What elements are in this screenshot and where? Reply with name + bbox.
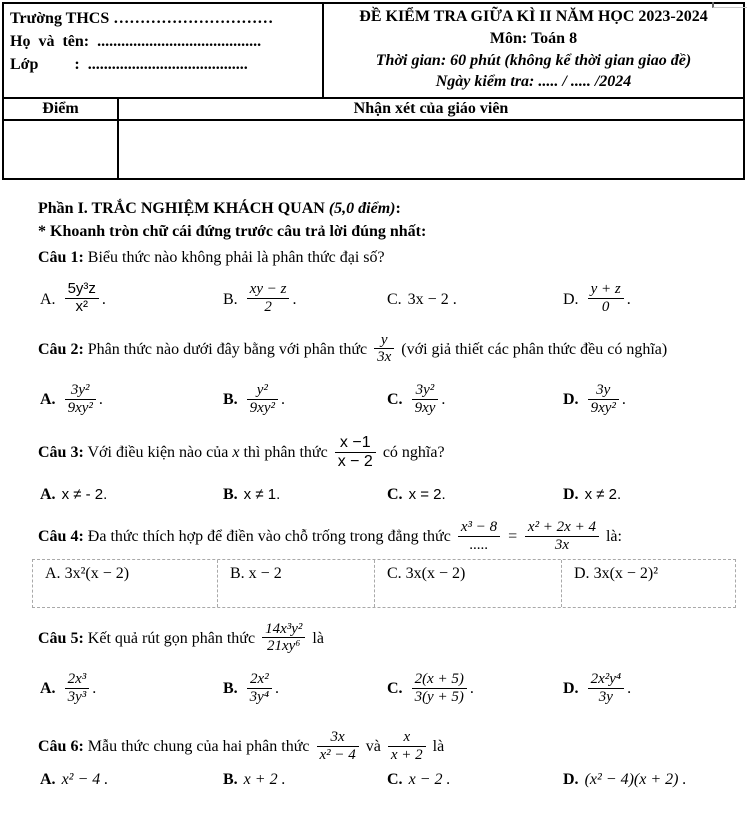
question-2-label: Câu 2:: [38, 340, 84, 358]
question-5: [38, 622, 739, 657]
exam-subject: Môn: Toán 8: [489, 29, 578, 47]
option-b: B. $\frac{xy - z}{2}$ .: [223, 281, 297, 316]
fraction-left: $\frac{3x}{\text{x² − 4}}$: [317, 729, 359, 764]
question-3-text-mid: thì phân thức: [243, 444, 328, 462]
question-5-label: Câu 5:: [38, 629, 84, 647]
option-a: A. $\frac{\text{3y²}}{\text{9xy²}}$ .: [40, 381, 103, 416]
fraction: $\frac{xy - z}{2}$: [247, 281, 290, 316]
question-2-options: [38, 377, 739, 423]
question-2-text-after: (với giả thiết các phân thức đều có nghĩa): [401, 340, 668, 358]
question-6-text-mid: và: [365, 738, 381, 756]
question-6: [38, 730, 739, 765]
part-label: Phần I. TRẮC NGHIỆM KHÁCH QUAN: [38, 200, 329, 218]
option-d: D. $\frac{y + z}{0}$ .: [563, 281, 631, 316]
question-3-text-after: có nghĩa?: [382, 444, 445, 462]
fraction: $\frac{\text{5y³z}}{\text{x²}}$: [65, 281, 99, 316]
option-d: D. 3x(x − 2)²: [574, 564, 659, 582]
option-c: C. x = 2.: [387, 485, 446, 504]
option-c: C. $\frac{2(x + 5)}{3(y + 5)}$ .: [387, 670, 474, 705]
option-a: A. x² − 4 .: [40, 770, 109, 788]
option-c: C. 3x − 2 .: [387, 290, 457, 308]
teacher-comment-label: Nhận xét của giáo viên: [353, 100, 509, 118]
page-corner-artifact: [712, 2, 747, 8]
exam-title-cell: [324, 4, 743, 97]
question-1-label: Câu 1:: [38, 249, 84, 267]
fraction: $\frac{2(x + 5)}{3(y + 5)}$: [412, 671, 467, 706]
fraction-left: $\frac{\text{x³ − 8}}{.....}$: [458, 519, 500, 554]
question-6-text-before: Mẫu thức chung của hai phân thức: [87, 738, 310, 756]
question-1: [38, 247, 739, 269]
info-table: [2, 2, 745, 99]
option-d: D. $\frac{3y}{\text{9xy²}}$ .: [563, 381, 626, 416]
equals-sign: =: [507, 527, 518, 545]
option-b: B. x + 2 .: [223, 770, 286, 788]
question-1-options: [38, 277, 739, 323]
instruction: * Khoanh tròn chữ cái đứng trước câu trả lời đúng nhất:: [38, 223, 427, 241]
exam-header: [2, 2, 745, 180]
question-2: [38, 333, 739, 368]
option-a: A. $\frac{\text{5y³z}}{\text{x²}}$ .: [40, 280, 106, 316]
option-a: A. x ≠ - 2.: [40, 485, 108, 504]
question-3: [38, 435, 739, 472]
score-empty-cell: [4, 121, 119, 178]
option-a: A. $\frac{\text{2x³}}{\text{3y³}}$ .: [40, 670, 97, 705]
question-4-text-after: là:: [605, 527, 622, 545]
exam-body: [38, 200, 739, 789]
fraction: $\frac{\text{2x²y⁴}}{3y}$: [588, 671, 625, 706]
fraction: $\frac{\text{y²}}{\text{9xy²}}$: [247, 382, 278, 417]
score-label: Điểm: [4, 99, 119, 119]
option-a: A. 3x²(x − 2): [33, 560, 218, 607]
option-c: C. 3x(x − 2): [375, 560, 562, 607]
fraction: $\frac{3y}{\text{9xy²}}$: [588, 382, 619, 417]
question-2-text-before: Phân thức nào dưới đây bằng với phân thức: [87, 340, 368, 358]
option-b: B. x − 2: [218, 560, 375, 607]
fraction: $\frac{\text{2x²}}{\text{3y⁴}}$: [247, 671, 272, 706]
part-title: Phần I. TRẮC NGHIỆM KHÁCH QUAN (5,0 điểm):: [38, 200, 401, 218]
fraction: $\frac{x -1}{x - 2}$: [335, 434, 376, 471]
option-d: D. $\frac{\text{2x²y⁴}}{3y}$ .: [563, 670, 632, 705]
option-b: B. $\frac{\text{y²}}{\text{9xy²}}$ .: [223, 381, 285, 416]
question-3-text-before: Với điều kiện nào của: [87, 444, 229, 462]
option-b: B. x ≠ 1.: [223, 485, 281, 504]
question-3-variable: x: [232, 444, 240, 462]
school-line: Trường THCS …………………………: [10, 10, 274, 27]
question-6-options: [38, 771, 739, 789]
class-line: Lớp : ........................................: [10, 56, 248, 74]
question-4-text-before: Đa thức thích hợp để điền vào chỗ trống trong đẳng thức: [87, 527, 451, 545]
option-c: C. $\frac{\text{3y²}}{9xy}$ .: [387, 381, 446, 416]
student-name-line: Họ và tên: .........................................: [10, 33, 262, 51]
question-5-text-after: là: [312, 629, 324, 647]
fraction: $\frac{\text{3y²}}{9xy}$: [412, 382, 439, 417]
fraction-right: $\frac{x}{x + 2}$: [388, 729, 426, 764]
fraction-right: $\frac{\text{x² + 2x + 4}}{3x}$: [525, 519, 599, 554]
question-4-options-table: [32, 559, 736, 608]
fraction: $\frac{y + z}{0}$: [588, 281, 624, 316]
score-table-header: [4, 99, 743, 121]
exam-duration: Thời gian: 60 phút (không kể thời gian giao đề): [375, 51, 692, 69]
question-3-options: [38, 486, 739, 504]
option-d: D. (x² − 4)(x + 2) .: [563, 770, 687, 788]
student-info-cell: [4, 4, 324, 97]
fraction: $\frac{\text{3y²}}{\text{9xy²}}$: [65, 382, 96, 417]
question-5-options: [38, 664, 739, 714]
option-b: B. $\frac{\text{2x²}}{\text{3y⁴}}$ .: [223, 670, 280, 705]
score-table: [2, 99, 745, 180]
question-5-text-before: Kết quả rút gọn phân thức: [87, 629, 256, 647]
question-1-text: Biểu thức nào không phải là phân thức đại số?: [87, 249, 385, 267]
question-6-label: Câu 6:: [38, 738, 84, 756]
part-points: (5,0 điểm): [328, 200, 396, 218]
question-4: [38, 520, 739, 555]
fraction: $\frac{\text{14x³y²}}{\text{21xy⁶}}$: [262, 621, 305, 656]
score-table-body: [4, 121, 743, 178]
comment-empty-cell: [119, 121, 743, 178]
exam-title: ĐỀ KIỂM TRA GIỮA KÌ II NĂM HỌC 2023-2024: [359, 8, 708, 25]
question-4-label: Câu 4:: [38, 527, 84, 545]
option-c: C. x − 2 .: [387, 770, 451, 788]
exam-date: Ngày kiểm tra: ..... / ..... /2024: [435, 73, 632, 91]
option-d: D. x ≠ 2.: [563, 485, 622, 504]
fraction: $\frac{\text{2x³}}{\text{3y³}}$: [65, 671, 90, 706]
question-3-label: Câu 3:: [38, 444, 84, 462]
question-6-text-after: là: [432, 738, 445, 756]
fraction: $\frac{y}{3x}$: [374, 332, 394, 367]
